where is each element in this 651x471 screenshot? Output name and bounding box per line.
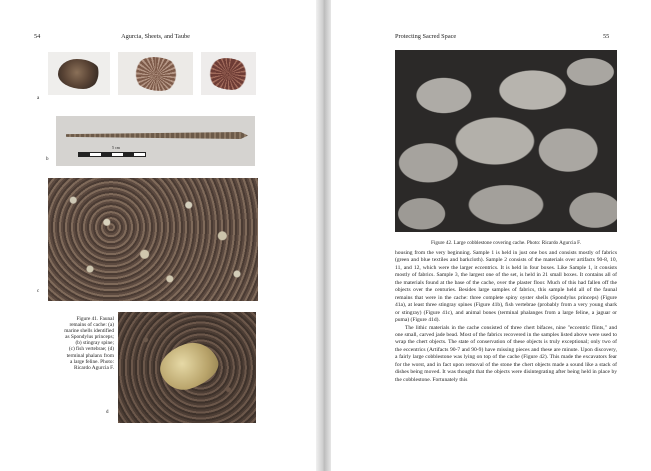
caption-line: terminal phalanx from [66,352,114,359]
shell-photo-2 [118,52,193,95]
body-paragraph-1: housing from the very beginning. Sample 1 is held in just one box and consists mostly of fabrics (green and blue textiles and barkcloth). Sample 2 consists of the materials over artifacts 90-8, 10, 11, and 12, which were the larger eccentrics. It is held in four boxes. Like Sample 1, it consists mostly of fabrics. Sample 3, the largest one of the set, is held in 21 small boxes. It contains all of the materials found at the base of the cache, over the plaster floor. Much of this had fallen off the objects over the centuries. Besides large samples of fabrics, this sample held all of the faunal remains that were in the cache: three complete spiny oyster shells (Spondylus princeps) (Figure 41a), at least three stingray spines (Figure 41b), fish vertebrae (probably from a very young shark or stingray) (Figure 41c), and animal bones (terminal phalanges from a large feline, a jaguar or puma) (Figure 41d). [395,250,617,324]
right-running-head: Protecting Sacred Space [395,33,457,40]
label-c: c [37,289,40,294]
scale-bar [78,152,146,157]
shell-photo-3 [201,52,256,95]
fish-vertebrae-photo [48,178,258,301]
label-d: d [106,410,109,415]
caption-line: (b) stingray spine; [75,340,114,347]
left-running-head: Agurcia, Sheets, and Taube [121,33,190,40]
left-page-number: 54 [34,33,41,40]
caption-line: marine shells identified [64,328,114,335]
caption-line: as Spondylus princeps; [65,334,114,341]
body-text [395,250,617,384]
figure41-caption [34,316,114,371]
body-paragraph-2: The lithic materials in the cache consisted of three chert bifaces, nine "eccentric flints," and one small, carved jade bead. Most of the fabrics recovered in the samples listed above were used to wrap the chert objects. The state of conservation of these objects is truly exceptional; only two of the eccentrics (Artifacts 90-7 and 90-9) have missing pieces and these are minute. Upon discovery, a fairly large cobblestone was lying on top of the cache (Figure 42). This made the excavators fear for the worst, and in fact upon removal of the stone the chert objects made a sound like a stack of dishes being moved. It was thought that the objects were disintegrating after being held in place by the cobblestone. Fortunately this [395,324,617,383]
label-a: a [37,96,40,101]
scale-label: 5 cm [112,145,120,150]
caption-line: Ricardo Agurcia F. [73,364,114,371]
label-b: b [46,157,49,162]
caption-line: remains of cache: (a) [69,322,114,329]
shell-photo-1 [48,52,110,95]
caption-line: a large feline. Photo: [69,358,114,365]
caption-line: (c) fish vertebrae; (d) [68,346,114,353]
feline-phalanx-photo [118,312,256,423]
book-gutter [316,0,331,471]
stingray-spine-photo [56,116,255,166]
figure42-caption: Figure 42. Large cobblestone covering cache. Photo: Ricardo Agurcia F. [431,240,581,246]
right-page-number: 55 [603,33,610,40]
caption-line: Figure 41. Faunal [76,316,114,322]
cobblestone-photo [395,50,617,232]
